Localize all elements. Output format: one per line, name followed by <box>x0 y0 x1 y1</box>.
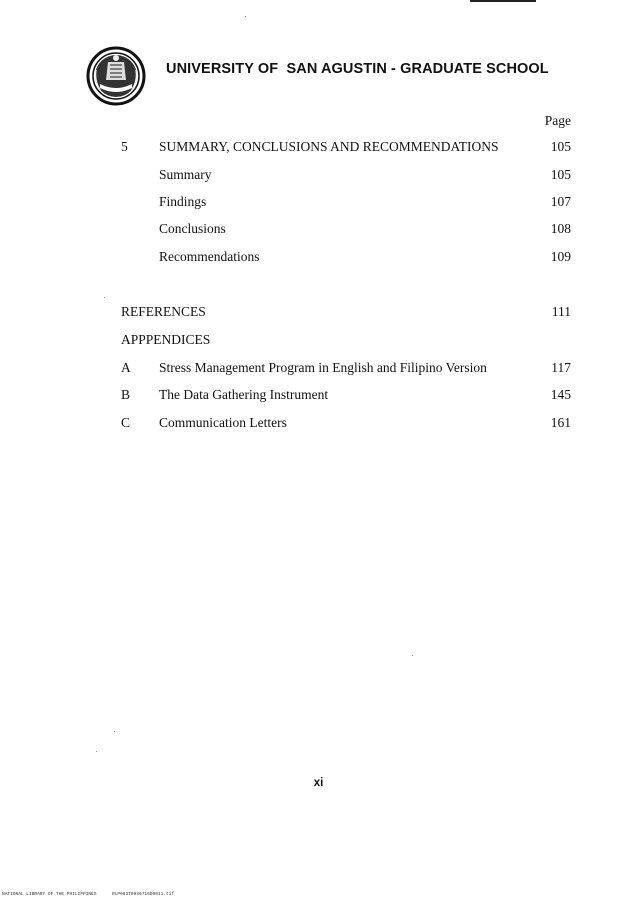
toc-section-title: Conclusions <box>159 221 226 236</box>
toc-references-title: REFERENCES <box>121 304 206 319</box>
toc-section-page: 109 <box>550 249 571 264</box>
toc-chapter-title: SUMMARY, CONCLUSIONS AND RECOMMENDATIONS <box>159 139 499 154</box>
toc-section-title: Recommendations <box>159 249 260 264</box>
scan-speck <box>104 297 105 298</box>
footer-library-label: NATIONAL LIBRARY OF THE PHILIPPINES <box>2 892 97 897</box>
toc-section-page: 107 <box>550 194 571 209</box>
university-seal-icon <box>86 46 146 106</box>
toc-appendix-row <box>0 385 637 405</box>
toc-references-page: 111 <box>551 304 571 319</box>
top-rule <box>470 0 536 2</box>
toc-chapter-page: 105 <box>550 139 571 154</box>
toc-section-page: 105 <box>550 167 571 182</box>
toc-appendix-page: 161 <box>550 415 571 430</box>
toc-appendix-title: The Data Gathering Instrument <box>159 387 329 402</box>
scan-speck <box>96 751 97 752</box>
toc-appendix-title: Communication Letters <box>159 415 287 430</box>
toc-appendix-title: Stress Management Program in English and Filipino Version <box>159 360 487 375</box>
page-column-label: Page <box>544 113 571 128</box>
toc-section-page: 108 <box>550 221 571 236</box>
toc-section-row <box>0 247 637 267</box>
toc-references-row <box>0 302 637 322</box>
scan-speck <box>412 655 413 656</box>
toc-section-row <box>0 192 637 212</box>
scan-speck <box>245 16 246 17</box>
page-number: xi <box>313 777 324 789</box>
toc-section-title: Findings <box>159 194 207 209</box>
toc-section-title: Summary <box>159 167 212 182</box>
toc-section-row <box>0 165 637 185</box>
toc-appendix-letter: B <box>121 387 131 402</box>
toc-appendix-row <box>0 413 637 433</box>
toc-appendix-row <box>0 358 637 378</box>
page-header-title: UNIVERSITY OF SAN AGUSTIN - GRADUATE SCHOOL <box>166 61 549 77</box>
toc-appendices-title: APPPENDICES <box>121 332 211 347</box>
toc-appendices-row <box>0 330 637 350</box>
toc-chapter-number: 5 <box>121 139 128 154</box>
toc-appendix-page: 117 <box>551 360 571 375</box>
footer-file-label: RLP083T0936716D0011.tif <box>112 892 175 897</box>
toc-section-row <box>0 219 637 239</box>
scan-speck <box>114 731 115 732</box>
toc-appendix-page: 145 <box>550 387 571 402</box>
toc-appendix-letter: C <box>121 415 131 430</box>
toc-chapter-row <box>0 137 637 157</box>
toc-appendix-letter: A <box>121 360 131 375</box>
